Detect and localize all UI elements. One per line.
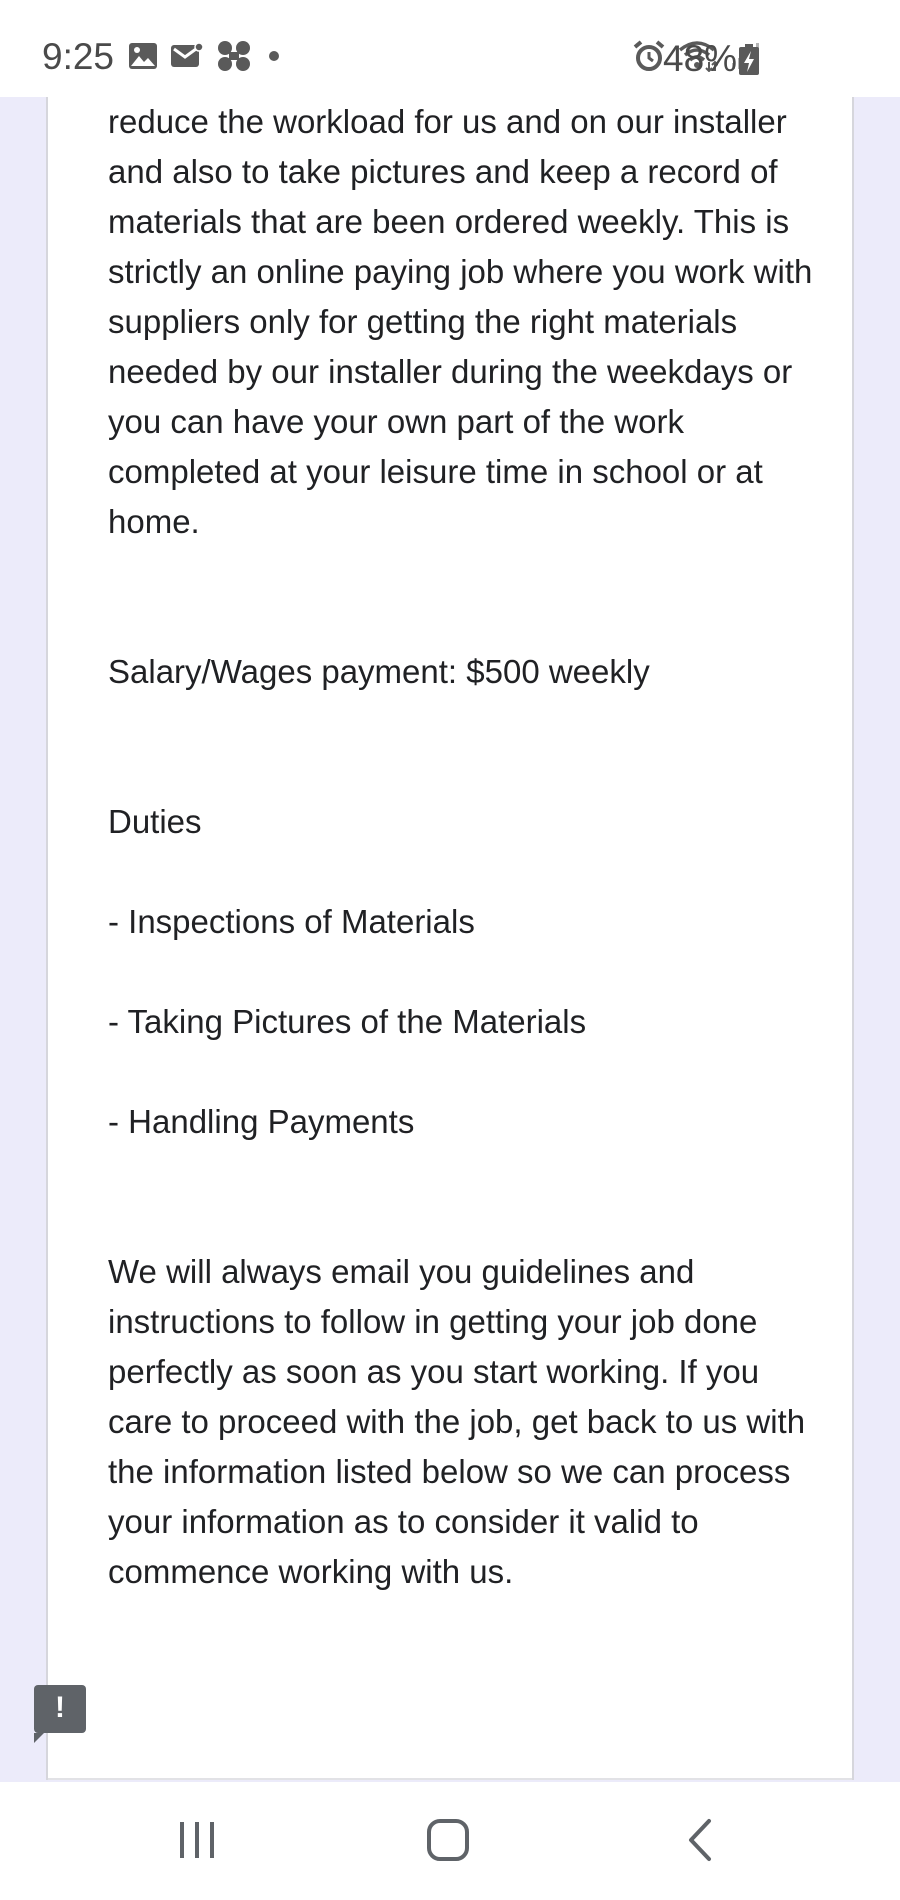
back-icon <box>685 1818 715 1867</box>
exclamation-icon: ! <box>55 1691 65 1724</box>
recents-button[interactable] <box>147 1802 247 1882</box>
message-body <box>108 97 818 1597</box>
duty-item: - Taking Pictures of the Materials <box>108 1003 587 1040</box>
salary-line: Salary/Wages payment: $500 weekly <box>108 653 650 690</box>
intro-paragraph: reduce the workload for us and on our installer and also to take pictures and keep a record of materials that are been ordered weekly. This is strictly an online paying job where you work with suppliers only for getting the right materials needed by our installer during the weekdays or you can have your own part of the work completed at your leisure time in school or at home. <box>108 103 813 540</box>
status-time: 9:25 <box>42 36 115 77</box>
duty-item: - Handling Payments <box>108 1103 415 1140</box>
duties-heading: Duties <box>108 803 202 840</box>
navigation-bar <box>0 1782 900 1900</box>
alarm-icon <box>632 39 666 78</box>
status-notification-icons <box>128 42 284 74</box>
feedback-button[interactable] <box>34 1685 86 1733</box>
app-grid-icon <box>216 39 252 78</box>
more-dot-icon <box>264 46 284 71</box>
closing-paragraph: We will always email you guidelines and instructions to follow in getting your job done perfectly as soon as you start working. If you care to proceed with the job, get back to us with the information listed below so we can process your information as to consider it valid to commence working with us. <box>108 1253 806 1590</box>
battery-charging-icon <box>738 44 760 81</box>
status-bar <box>0 0 900 97</box>
mail-icon <box>170 42 204 75</box>
recents-icon <box>177 1820 217 1865</box>
panel-right-border <box>852 97 854 1780</box>
home-icon <box>426 1818 470 1867</box>
home-button[interactable] <box>398 1802 498 1882</box>
duty-item: - Inspections of Materials <box>108 903 475 940</box>
back-button[interactable] <box>650 1802 750 1882</box>
gallery-icon <box>128 42 158 75</box>
battery-percent: 48% <box>663 38 738 79</box>
